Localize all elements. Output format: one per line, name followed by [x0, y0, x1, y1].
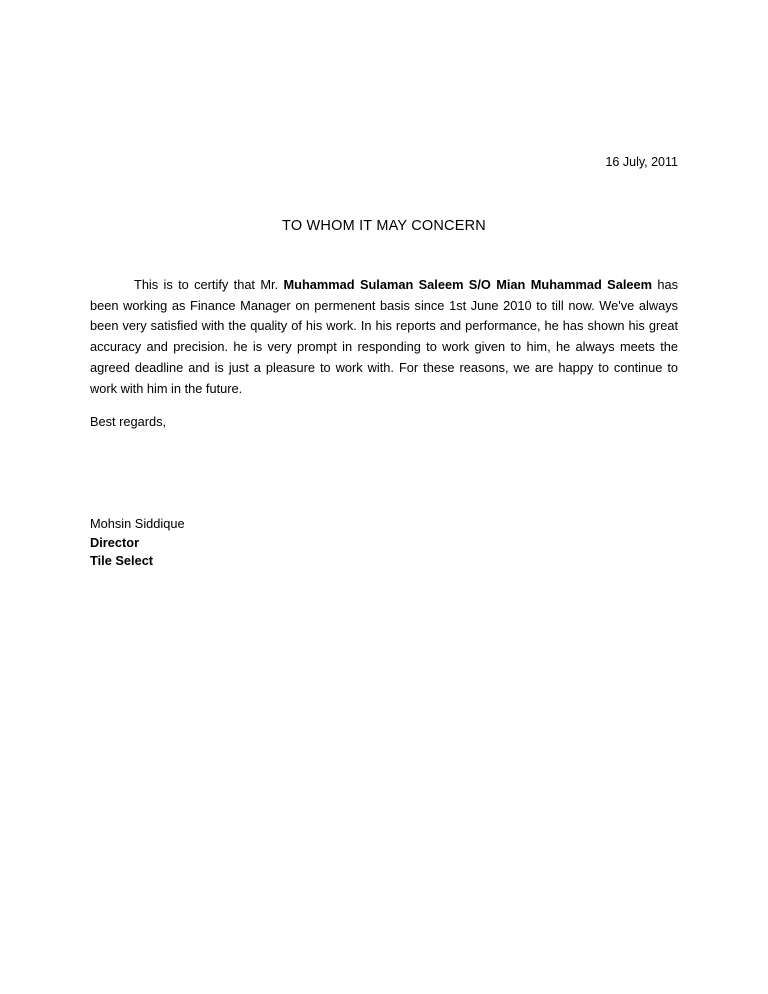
letter-closing: Best regards, — [90, 414, 167, 429]
letter-heading: TO WHOM IT MAY CONCERN — [282, 218, 486, 234]
signature-block — [90, 515, 185, 571]
body-rest: has been working as Finance Manager on permenent basis since 1st June 2010 to till now. We've always been very satisfied with the quality of his work. In his reports and performance, he has shown his great accuracy and precision. he is very prompt in responding to work given to him, he always meets the agreed deadline and is just a pleasure to work with. For these reasons, we are happy to continue to work with him in the future. — [90, 277, 678, 396]
body-intro: This is to certify that Mr. — [134, 277, 284, 292]
signatory-company: Tile Select — [90, 553, 154, 568]
signatory-name: Mohsin Siddique — [90, 516, 185, 531]
signatory-title: Director — [90, 534, 140, 550]
letter-date: 16 July, 2011 — [605, 155, 678, 169]
letter-body — [90, 275, 678, 399]
employee-name: Muhammad Sulaman Saleem S/O Mian Muhammad Saleem — [283, 277, 652, 292]
